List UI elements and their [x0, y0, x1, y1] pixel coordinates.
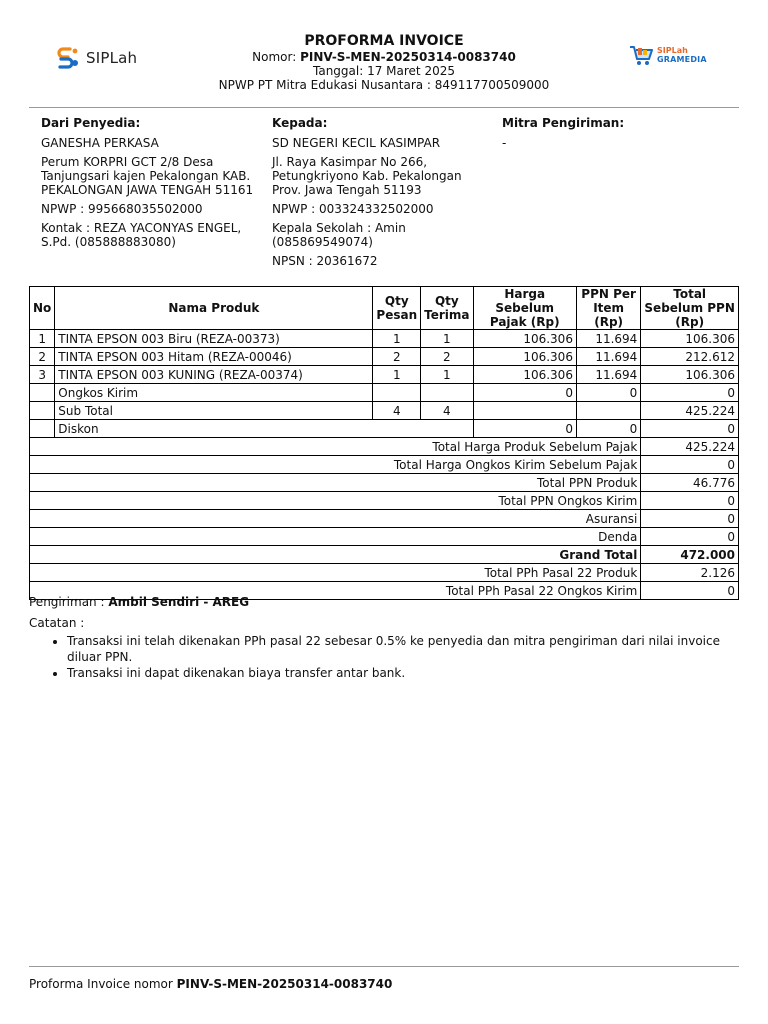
shipping-partner-heading: Mitra Pengiriman:	[502, 116, 625, 130]
footer-divider	[29, 966, 739, 967]
recipient-npsn: NPSN : 20361672	[272, 254, 378, 268]
note-item: • Transaksi ini telah dikenakan PPh pasal 22 sebesar 0.5% ke penyedia dan mitra pengiriman dari nilai invoice diluar PPN.	[67, 633, 741, 665]
notes-section	[29, 615, 741, 681]
item-name: TINTA EPSON 003 KUNING (REZA-00374)	[55, 366, 373, 384]
item-qty-received: 1	[421, 330, 473, 348]
item-total: 212.612	[641, 348, 739, 366]
item-qty-order: 2	[373, 348, 421, 366]
invoice-number: PINV-S-MEN-20250314-0083740	[300, 50, 516, 64]
item-no: 3	[30, 366, 55, 384]
provider-address: Perum KORPRI GCT 2/8 Desa Tanjungsari kajen Pekalongan KAB. PEKALONGAN JAWA TENGAH 51161	[41, 155, 254, 197]
shipping-method	[29, 595, 249, 609]
shipping-cost-row	[30, 384, 739, 402]
item-qty-received: 1	[421, 366, 473, 384]
summary-value: 2.126	[641, 564, 739, 582]
discount-row	[30, 420, 739, 438]
footer-number: PINV-S-MEN-20250314-0083740	[176, 977, 393, 991]
item-no: 2	[30, 348, 55, 366]
item-qty-received: 2	[421, 348, 473, 366]
summary-row	[30, 492, 739, 510]
provider-heading: Dari Penyedia:	[41, 116, 141, 130]
summary-label: Total PPN Ongkos Kirim	[30, 492, 641, 510]
col-header-name: Nama Produk	[55, 287, 373, 330]
col-header-price: Harga Sebelum Pajak (Rp)	[473, 287, 576, 330]
recipient-address: Jl. Raya Kasimpar No 266, Petungkriyono Kab. Pekalongan Prov. Jawa Tengah 51193	[272, 155, 462, 197]
grand-total-value: 472.000	[641, 546, 739, 564]
shipping-cost-total: 0	[641, 384, 739, 402]
footer-label: Proforma Invoice nomor	[29, 977, 177, 991]
item-price: 106.306	[473, 348, 576, 366]
table-row	[30, 366, 739, 384]
provider-npwp: NPWP : 995668035502000	[41, 202, 203, 216]
summary-value: 425.224	[641, 438, 739, 456]
item-name: TINTA EPSON 003 Hitam (REZA-00046)	[55, 348, 373, 366]
logo-line-gramedia: GRAMEDIA	[657, 55, 707, 64]
subtotal-label: Sub Total	[55, 402, 373, 420]
page-footer	[29, 977, 392, 991]
item-qty-order: 1	[373, 330, 421, 348]
logo-line-siplah: SIPLah	[657, 46, 688, 55]
summary-value: 0	[641, 510, 739, 528]
summary-row	[30, 528, 739, 546]
recipient-npwp: NPWP : 003324332502000	[272, 202, 434, 216]
col-header-qty-order: Qty Pesan	[373, 287, 421, 330]
notes-list	[29, 633, 741, 681]
summary-label: Total PPN Produk	[30, 474, 641, 492]
summary-label: Total Harga Ongkos Kirim Sebelum Pajak	[30, 456, 641, 474]
shipping-partner-value: -	[502, 136, 507, 150]
summary-value: 0	[641, 582, 739, 600]
discount-total: 0	[641, 420, 739, 438]
subtotal-qty-order: 4	[373, 402, 421, 420]
table-row	[30, 348, 739, 366]
shipping-cost-ppn: 0	[576, 384, 640, 402]
summary-row	[30, 456, 739, 474]
shipping-partner-section	[502, 116, 702, 155]
item-total: 106.306	[641, 330, 739, 348]
discount-label: Diskon	[55, 420, 473, 438]
col-header-ppn: PPN Per Item (Rp)	[576, 287, 640, 330]
invoice-title: PROFORMA INVOICE	[304, 33, 464, 49]
summary-row	[30, 438, 739, 456]
item-price: 106.306	[473, 366, 576, 384]
item-no: 1	[30, 330, 55, 348]
siplah-logo-text: SIPLah	[86, 49, 138, 67]
col-header-qty-received: Qty Terima	[421, 287, 473, 330]
provider-section	[41, 116, 256, 254]
summary-label: Asuransi	[30, 510, 641, 528]
subtotal-qty-received: 4	[421, 402, 473, 420]
invoice-number-line	[0, 50, 768, 64]
summary-row	[30, 510, 739, 528]
summary-value: 0	[641, 456, 739, 474]
summary-value: 0	[641, 528, 739, 546]
notes-heading: Catatan :	[29, 616, 85, 630]
col-header-total: Total Sebelum PPN (Rp)	[641, 287, 739, 330]
item-total: 106.306	[641, 366, 739, 384]
invoice-items-table	[29, 286, 739, 600]
summary-value: 0	[641, 492, 739, 510]
shipping-cost-price: 0	[473, 384, 576, 402]
subtotal-row	[30, 402, 739, 420]
grand-total-row	[30, 546, 739, 564]
summary-label: Total PPh Pasal 22 Produk	[30, 564, 641, 582]
summary-label: Total Harga Produk Sebelum Pajak	[30, 438, 641, 456]
recipient-heading: Kepada:	[272, 116, 328, 130]
table-row	[30, 330, 739, 348]
summary-value: 46.776	[641, 474, 739, 492]
item-qty-order: 1	[373, 366, 421, 384]
item-ppn: 11.694	[576, 366, 640, 384]
discount-price: 0	[473, 420, 576, 438]
invoice-date: Tanggal: 17 Maret 2025	[313, 64, 455, 78]
invoice-npwp: NPWP PT Mitra Edukasi Nusantara : 849117700509000	[218, 78, 550, 92]
provider-contact: Kontak : REZA YACONYAS ENGEL, S.Pd. (085888883080)	[41, 221, 242, 249]
summary-label: Denda	[30, 528, 641, 546]
provider-name: GANESHA PERKASA	[41, 136, 159, 150]
invoice-number-label: Nomor:	[252, 50, 301, 64]
shipping-cost-label: Ongkos Kirim	[55, 384, 373, 402]
item-name: TINTA EPSON 003 Biru (REZA-00373)	[55, 330, 373, 348]
shipping-method-label: Pengiriman :	[29, 595, 109, 609]
table-header-row	[30, 287, 739, 330]
shipping-method-value: Ambil Sendiri - AREG	[108, 595, 250, 609]
note-item: • Transaksi ini dapat dikenakan biaya transfer antar bank.	[67, 665, 741, 681]
subtotal-total: 425.224	[641, 402, 739, 420]
summary-row	[30, 474, 739, 492]
item-price: 106.306	[473, 330, 576, 348]
summary-label: Total PPh Pasal 22 Ongkos Kirim	[30, 582, 641, 600]
item-ppn: 11.694	[576, 330, 640, 348]
summary-row	[30, 564, 739, 582]
recipient-name: SD NEGERI KECIL KASIMPAR	[272, 136, 441, 150]
item-ppn: 11.694	[576, 348, 640, 366]
recipient-section	[272, 116, 487, 273]
invoice-header	[0, 33, 768, 92]
grand-total-label: Grand Total	[30, 546, 641, 564]
col-header-no: No	[30, 287, 55, 330]
header-divider	[29, 107, 739, 108]
recipient-principal: Kepala Sekolah : Amin (085869549074)	[272, 221, 406, 249]
discount-ppn: 0	[576, 420, 640, 438]
